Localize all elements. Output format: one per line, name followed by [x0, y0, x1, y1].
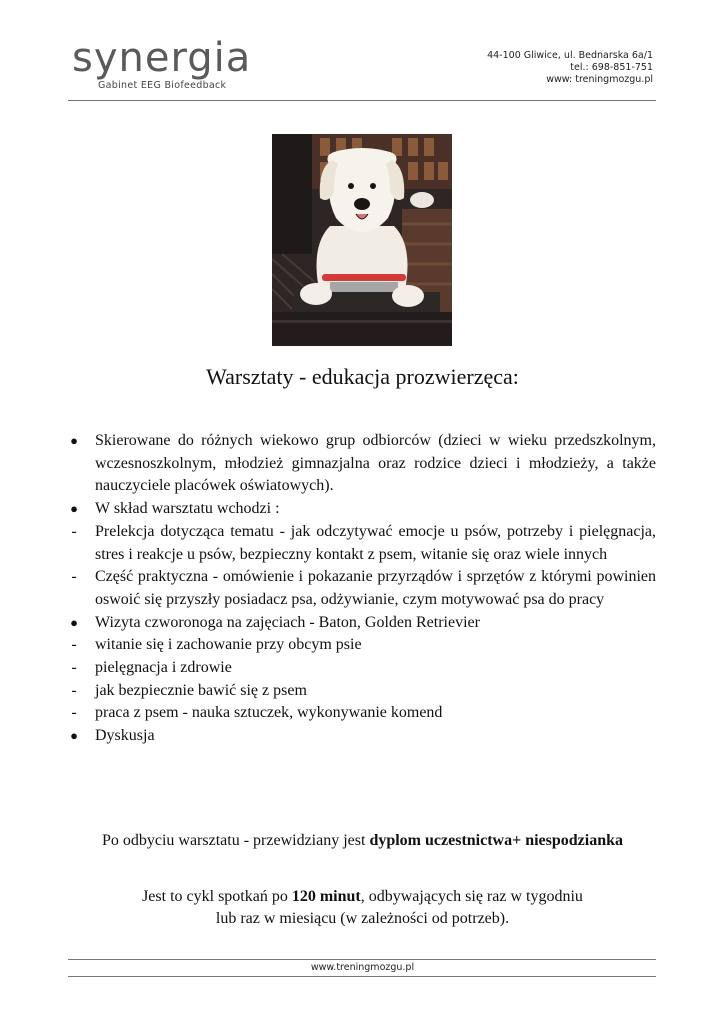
item-text: W skład warsztatu wchodzi : [95, 500, 280, 518]
item-text: praca z psem - nauka sztuczek, wykonywanie komend [95, 704, 443, 722]
cycle-prefix: Jest to cykl spotkań po [142, 888, 292, 905]
item-text: Dyskusja [95, 727, 155, 745]
item-text: pielęgnacja i zdrowie [95, 659, 232, 677]
bullet-marker: ● [70, 433, 78, 448]
bullet-marker: ● [70, 501, 78, 517]
item-text: Część praktyczna - omówienie i pokazanie przyrządów i sprzętów z którymi powinien oswoić się przyszły posiadacz psa, odżywianie, czym motywować psa do pracy [95, 568, 656, 608]
dash-marker: - [71, 704, 77, 722]
phone: tel.: 698-851-751 [570, 62, 653, 73]
cycle-duration: 120 minut [291, 888, 361, 905]
contact-block [487, 50, 653, 86]
bullet-item [64, 612, 656, 635]
dash-marker: - [71, 522, 77, 540]
item-text: jak bezpiecznie bawić się z psem [95, 681, 307, 699]
website: www: treningmozgu.pl [546, 74, 653, 85]
synergia-logo [72, 35, 252, 96]
cycle-suffix: , odbywających się raz w tygodniu [360, 888, 583, 905]
dash-item [64, 566, 656, 611]
logo-wordmark: synergia [72, 35, 252, 81]
item-text: Prelekcja dotycząca tematu - jak odczytywać emocje u psów, potrzeby i pielęgnacja, stres i reakcje u psów, bezpieczny kontakt z psem, witanie się oraz wiele innych [95, 522, 656, 563]
bullet-item [64, 725, 656, 748]
logo-subtitle: Gabinet EEG Biofeedback [98, 80, 227, 91]
header-divider [68, 100, 656, 101]
cycle-line-2: lub raz w miesiącu (w zależności od potrzeb). [215, 910, 510, 927]
item-text: witanie się i zachowanie przy obcym psie [95, 636, 362, 654]
bullet-marker: ● [70, 614, 78, 630]
after-workshop-note [0, 830, 725, 852]
footer-url: www.treningmozgu.pl [310, 962, 415, 973]
dash-marker: - [71, 568, 77, 586]
cycle-note [0, 886, 725, 930]
bullet-item [64, 498, 656, 521]
cycle-line-1 [0, 886, 725, 908]
dash-marker: - [71, 636, 77, 654]
dash-marker: - [71, 681, 77, 699]
dash-marker: - [71, 659, 77, 677]
bullet-marker: ● [70, 728, 78, 744]
dash-item [64, 521, 656, 566]
item-text: Wizyta czworonoga na zajęciach - Baton, Golden Retrievier [95, 613, 480, 631]
workshop-list [64, 430, 656, 748]
dash-item [64, 702, 656, 725]
after-prefix: Po odbyciu warsztatu - przewidziany jest [101, 832, 370, 849]
page-title: Warsztaty - edukacja prozwierzęca: [206, 364, 519, 389]
after-bold: dyplom uczestnictwa+ niespodzianka [369, 832, 624, 849]
item-text: Skierowane do różnych wiekowo grup odbiorców (dzieci w wieku przedszkolnym, wczesnoszkolnym, młodzież gimnazjalna oraz rodzice dzieci i młodzieży, a także nauczyciele placówek oświatowych). [95, 432, 656, 495]
address: 44-100 Gliwice, ul. Bednarska 6a/1 [487, 50, 653, 61]
footer-divider-top [68, 959, 656, 960]
dog-photo [272, 134, 452, 346]
dash-item [64, 657, 656, 680]
bullet-item [64, 430, 656, 498]
dash-item [64, 634, 656, 657]
footer-divider-bottom [68, 976, 656, 977]
dash-item [64, 680, 656, 703]
